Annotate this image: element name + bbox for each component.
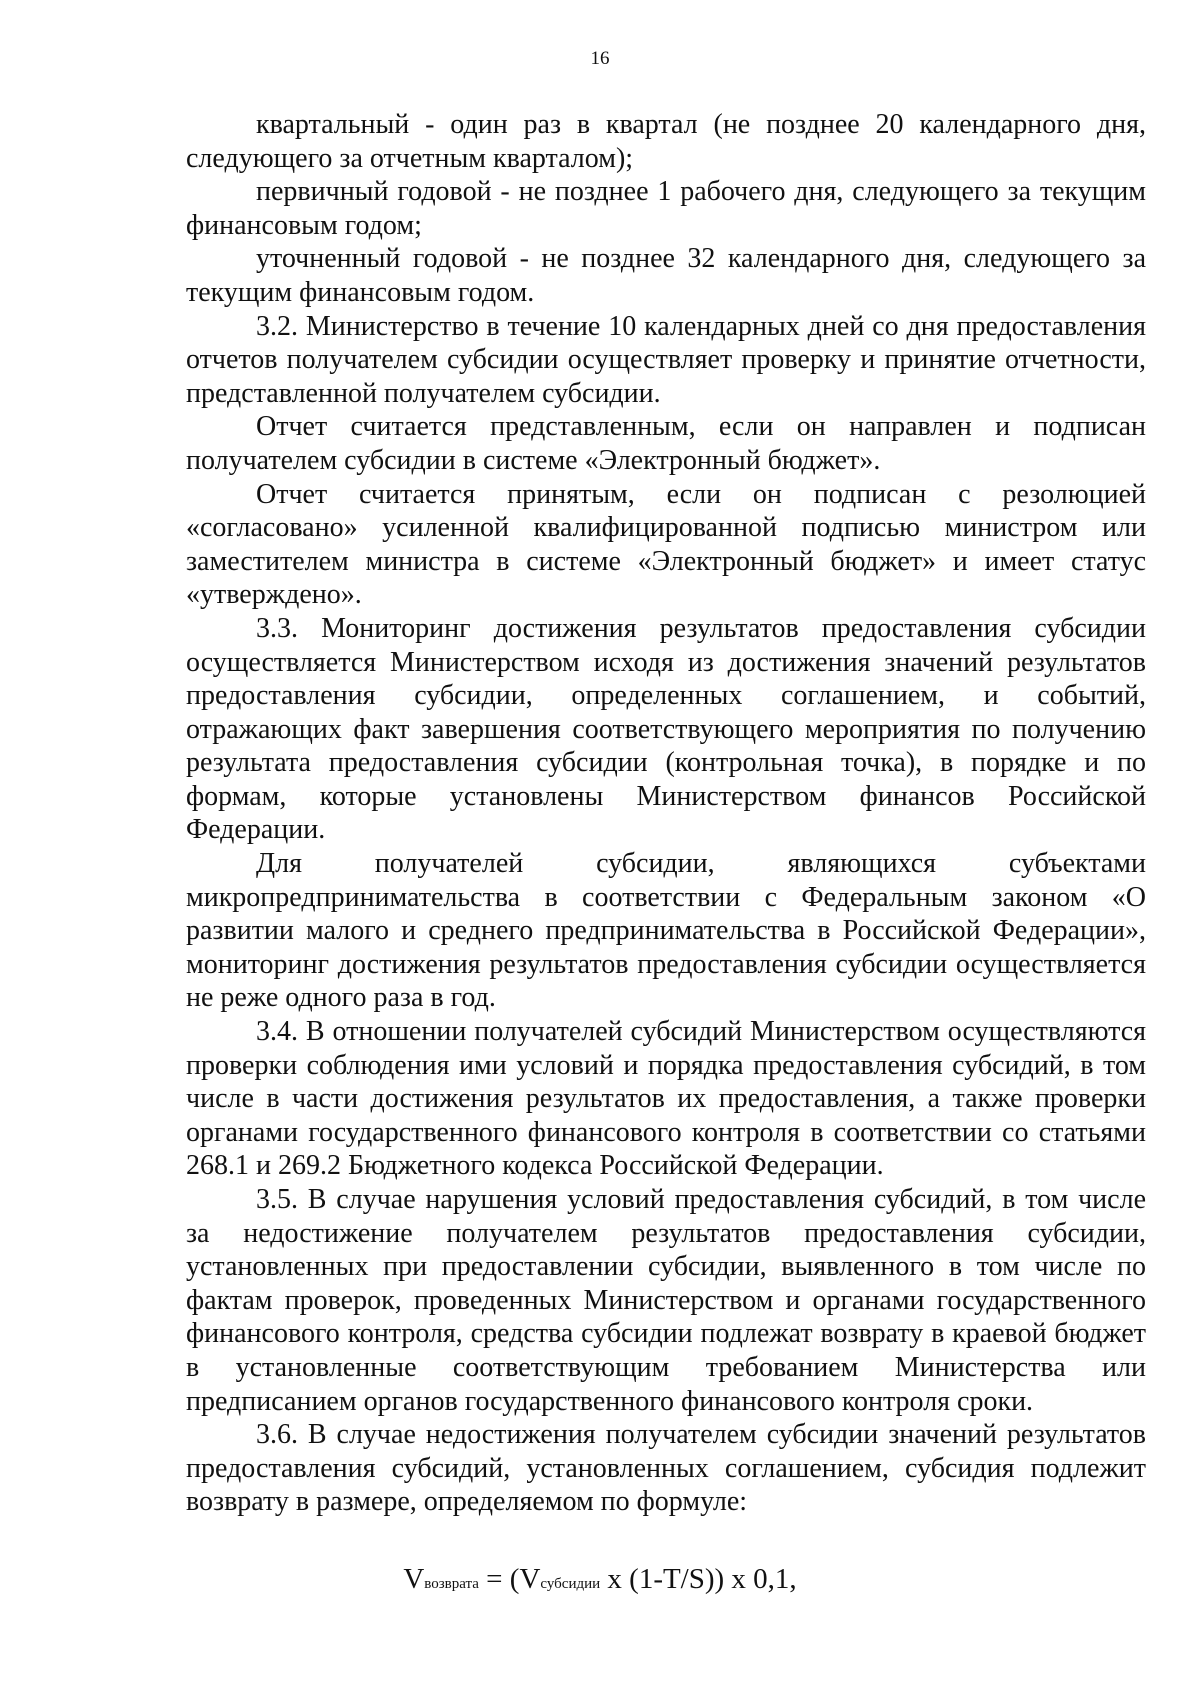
page-number: 16 xyxy=(590,48,610,69)
paragraph-3-3: 3.3. Мониторинг достижения результатов предоставления субсидии осуществляется Министерством исходя из достижения значений результатов предоставления субсидии, определенных соглашением, и событий, отражающих факт завершения соответствующего мероприятия по получению результата предоставления субсидии (контрольная точка), в порядке и по формам, которые установлены Министерством финансов Российской Федерации. xyxy=(186,612,1146,846)
paragraph-primary-annual-report: первичный годовой - не позднее 1 рабочего дня, следующего за текущим финансовым годом; xyxy=(186,176,1146,241)
paragraph-refined-annual-report: уточненный годовой - не позднее 32 календарного дня, следующего за текущим финансовым годом. xyxy=(186,243,1146,308)
paragraph-quarterly-report: квартальный - один раз в квартал (не позднее 20 календарного дня, следующего за отчетным кварталом); xyxy=(186,109,1146,174)
paragraph-3-4: 3.4. В отношении получателей субсидий Министерством осуществляются проверки соблюдения ими условий и порядка предоставления субсидий, в том числе в части достижения результатов их предоставления, а также проверки органами государственного финансового контроля в соответствии со статьями 268.1 и 269.2 Бюджетного кодекса Российской Федерации. xyxy=(186,1016,1146,1182)
formula-equals: = ( xyxy=(478,1563,520,1595)
formula-v-subsidy-subscript: субсидии xyxy=(540,1576,601,1592)
paragraph-report-submitted: Отчет считается представленным, если он направлен и подписан получателем субсидии в системе «Электронный бюджет». xyxy=(186,411,1146,476)
document-body xyxy=(186,108,1146,1519)
paragraph-3-6: 3.6. В случае недостижения получателем субсидии значений результатов предоставления субсидий, установленных соглашением, субсидия подлежит возврату в размере, определяемом по формуле: xyxy=(186,1419,1146,1518)
paragraph-3-2: 3.2. Министерство в течение 10 календарных дней со дня предоставления отчетов получателем субсидии осуществляет проверку и принятие отчетности, представленной получателем субсидии. xyxy=(186,310,1146,409)
paragraph-3-5: 3.5. В случае нарушения условий предоставления субсидий, в том числе за недостижение получателем результатов предоставления субсидии, установленных при предоставлении субсидии, выявленного в том числе по фактам проверок, проведенных Министерством и органами государственного финансового контроля, средства субсидии подлежат возврату в краевой бюджет в установленные соответствующим требованием Министерства или предписанием органов государственного финансового контроля сроки. xyxy=(186,1184,1146,1417)
refund-formula xyxy=(0,1563,1200,1596)
formula-v-refund-subscript: возврата xyxy=(424,1576,479,1592)
formula-v-refund: V xyxy=(403,1563,425,1595)
paragraph-report-accepted: Отчет считается принятым, если он подписан с резолюцией «согласовано» усиленной квалифицированной подписью министром или заместителем министра в системе «Электронный бюджет» и имеет статус «утверждено». xyxy=(186,478,1146,611)
formula-v-subsidy: V xyxy=(519,1563,541,1595)
formula-rest: x (1-T/S)) x 0,1, xyxy=(600,1563,797,1595)
paragraph-micro-entrepreneurs: Для получателей субсидии, являющихся субъектами микропредпринимательства в соответствии с Федеральным законом «О развитии малого и среднего предпринимательства в Российской Федерации», мониторинг достижения результатов предоставления субсидии осуществляется не реже одного раза в год. xyxy=(186,848,1146,1014)
